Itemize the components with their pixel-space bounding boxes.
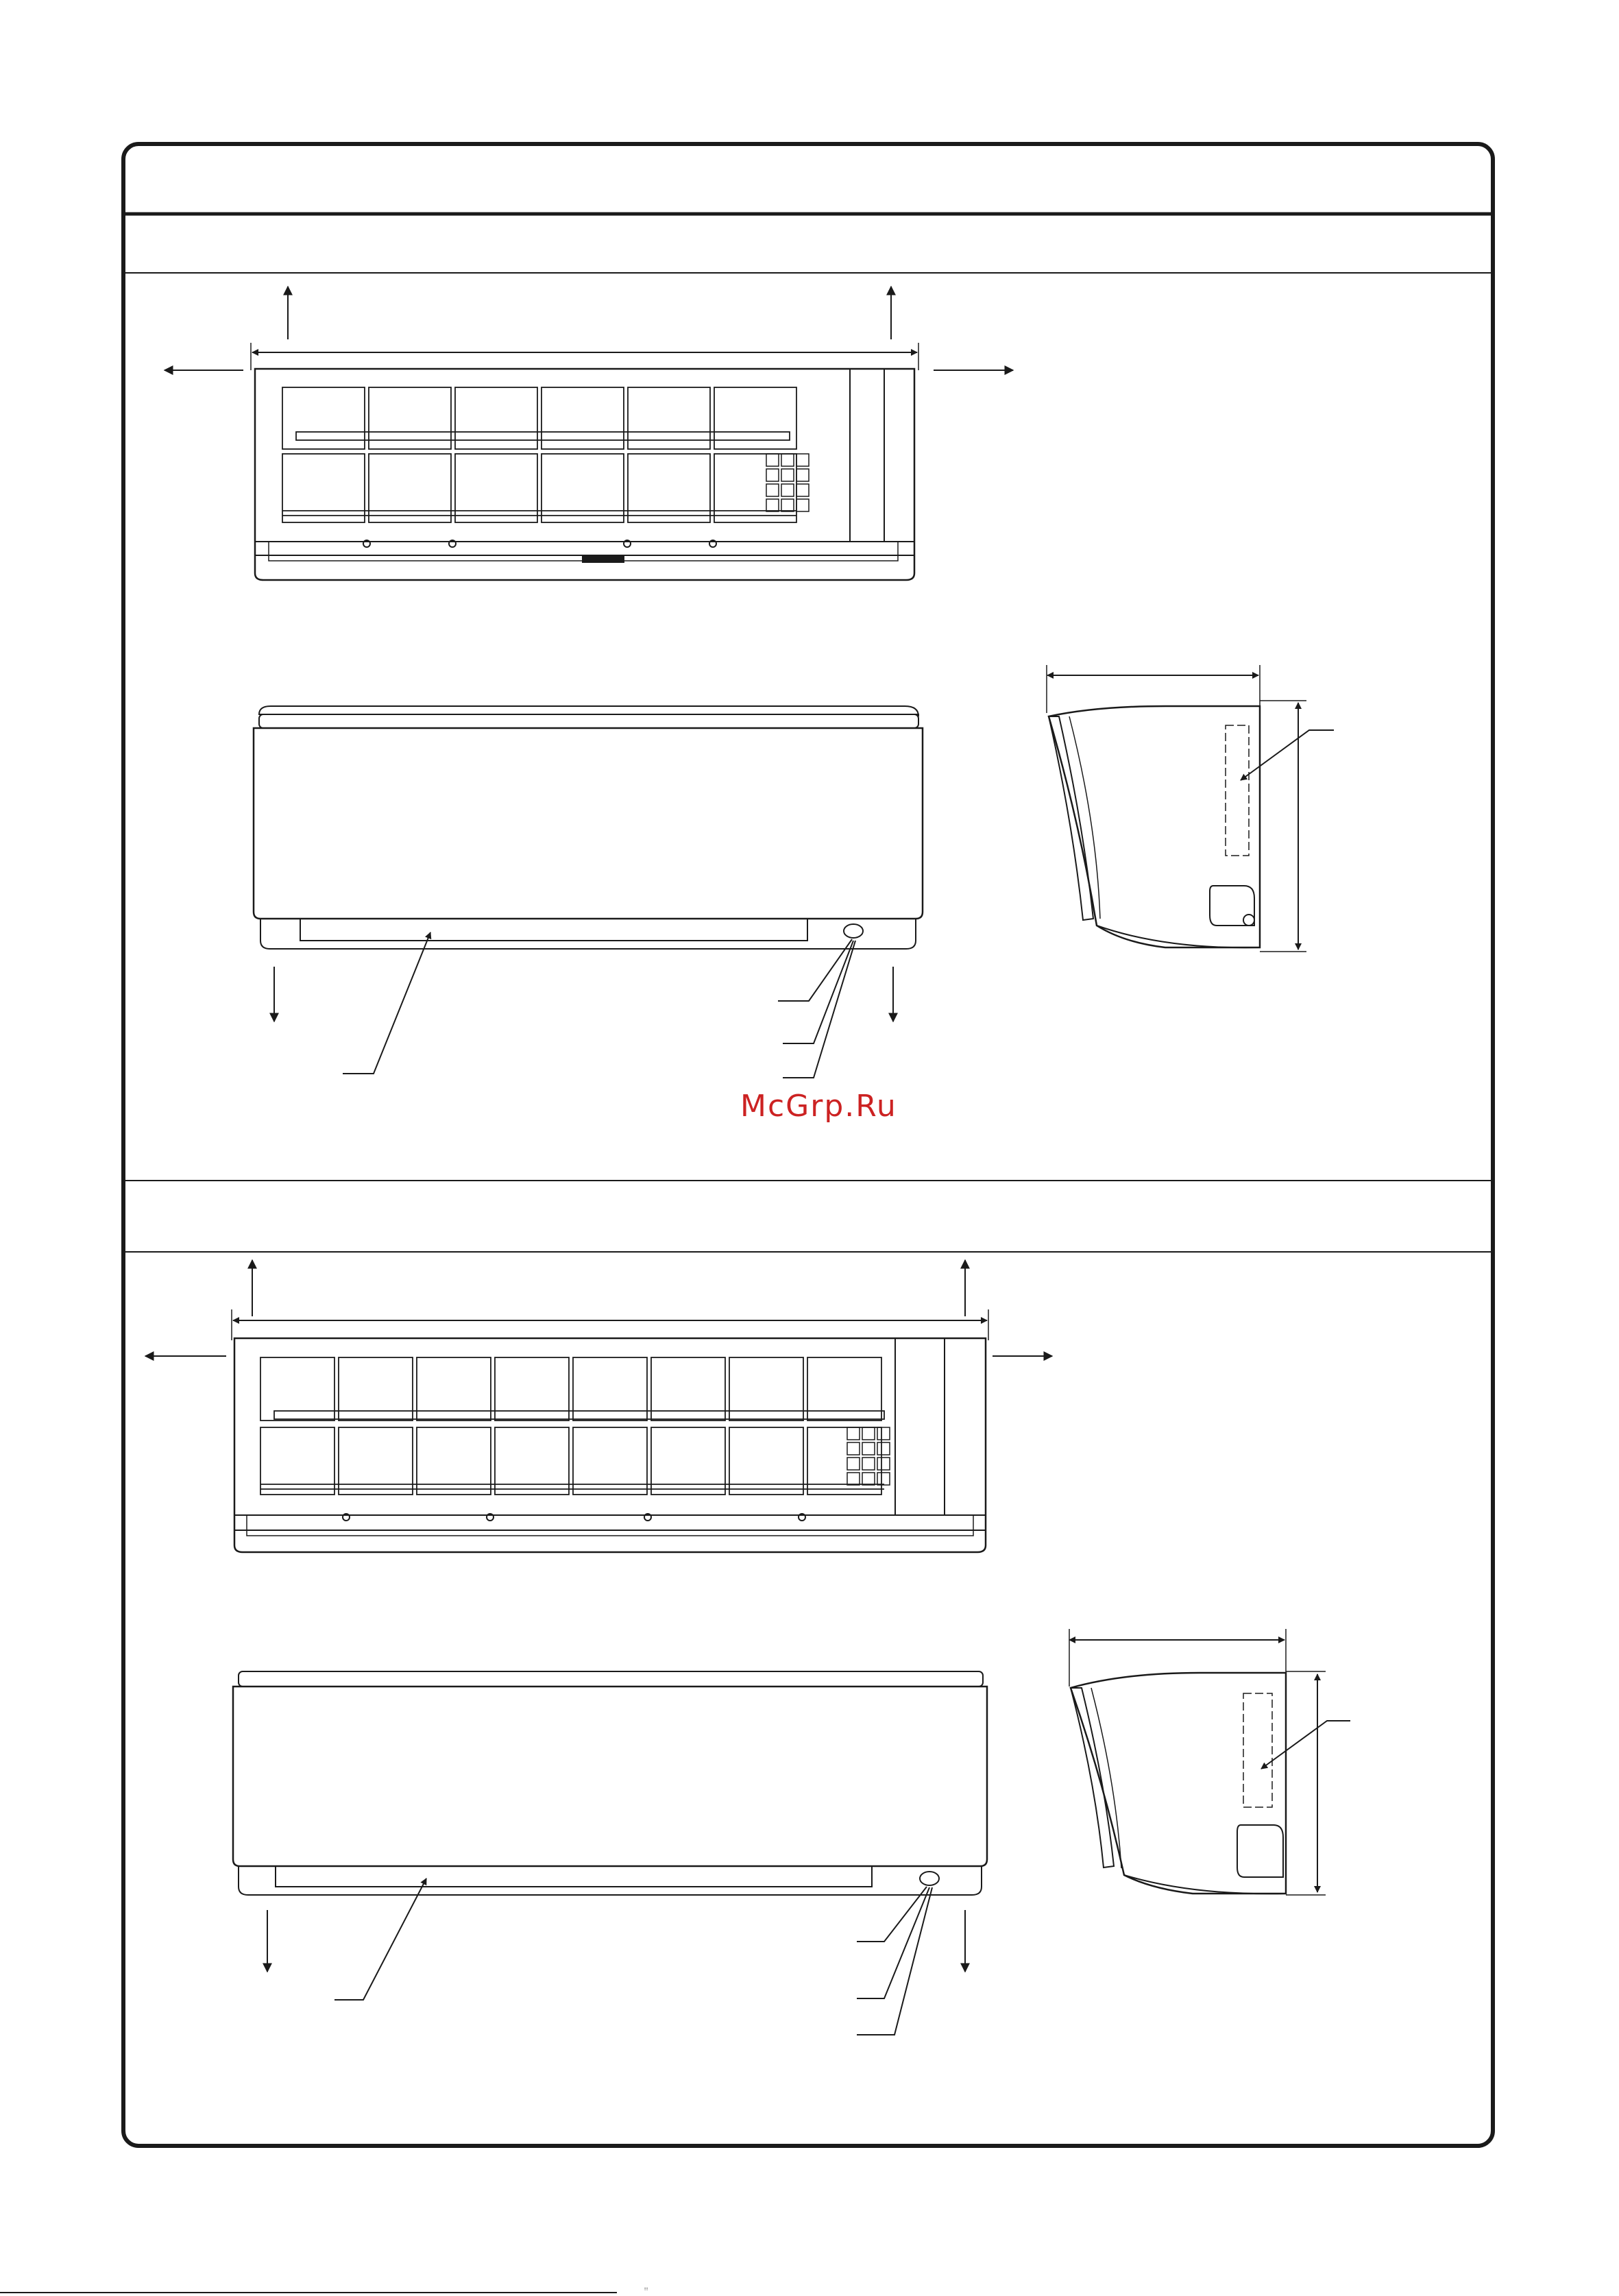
footer-marks: ᵎᵎᵎ: [644, 2286, 648, 2294]
unit1-top-view: [165, 287, 1013, 580]
leader-lamp-2: [783, 941, 853, 1043]
leader-nameplate: [1261, 1721, 1350, 1769]
unit2-front-view: [233, 1671, 987, 2035]
indicator-lamp: [844, 924, 863, 938]
watermark-text: McGrp.Ru: [740, 1089, 897, 1124]
leader-air-outlet: [343, 932, 430, 1074]
indicator-lamp: [920, 1872, 939, 1885]
unit1-side-view: [1047, 665, 1334, 952]
leader-nameplate: [1241, 730, 1334, 780]
leader-lamp-3: [783, 941, 855, 1078]
unit1-front-view: [254, 706, 923, 1078]
page-frame: [123, 144, 1493, 2146]
leader-air-outlet: [334, 1878, 426, 2000]
unit2-top-view: [145, 1260, 1052, 1552]
unit2-side-view: [1069, 1629, 1350, 1895]
